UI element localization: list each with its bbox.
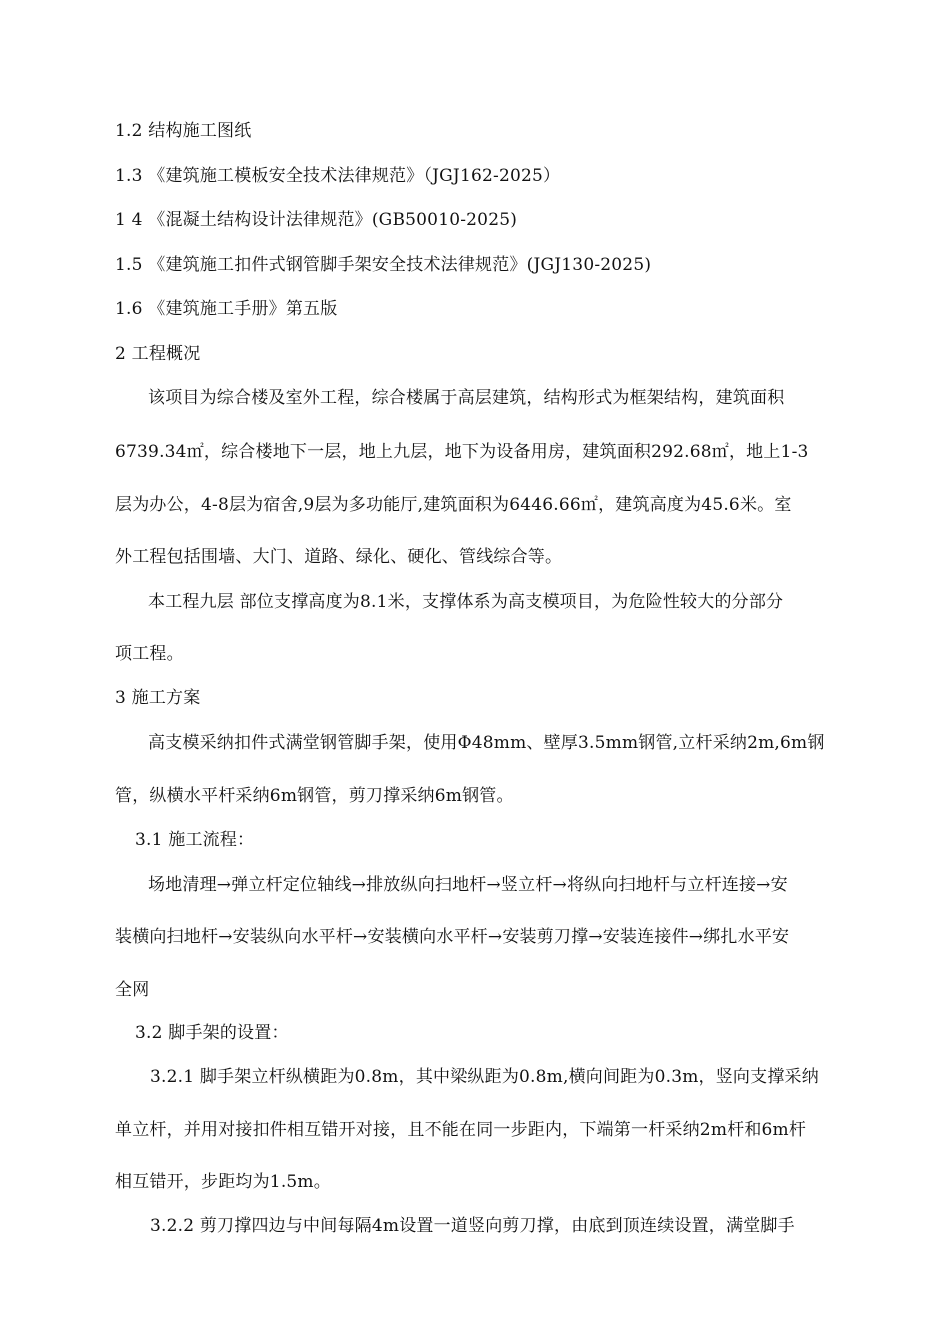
paragraph-line: 高支模采纳扣件式满堂钢管脚手架，使用Φ48mm、壁厚3.5mm钢管,立杆采纳2m,6m钢 [148, 733, 825, 753]
paragraph-line: 相互错开，步距均为1.5m。 [115, 1172, 331, 1192]
paragraph-line: 全网 [115, 980, 150, 1000]
paragraph-line: 3.2.2 剪刀撑四边与中间每隔4m设置一道竖向剪刀撑，由底到顶连续设置，满堂脚手 [150, 1216, 795, 1236]
subsection-3-2-heading: 3.2 脚手架的设置： [135, 1023, 289, 1043]
paragraph-line: 本工程九层 部位支撑高度为8.1米，支撑体系为高支模项目，为危险性较大的分部分 [148, 592, 784, 612]
section-2-heading: 2 工程概况 [115, 344, 201, 364]
reference-1-2: 1.2 结构施工图纸 [115, 121, 252, 141]
subsection-3-1-heading: 3.1 施工流程： [135, 830, 255, 850]
paragraph-line: 项工程。 [115, 644, 184, 664]
paragraph-line: 场地清理→弹立杆定位轴线→排放纵向扫地杆→竖立杆→将纵向扫地杆与立杆连接→安 [148, 875, 788, 895]
paragraph-line: 层为办公，4-8层为宿舍,9层为多功能厅,建筑面积为6446.66㎡，建筑高度为45.6米。室 [115, 495, 792, 515]
reference-1-6: 1.6 《建筑施工手册》第五版 [115, 299, 338, 319]
paragraph-line: 6739.34㎡，综合楼地下一层，地上九层，地下为设备用房，建筑面积292.68㎡，地上1-3 [115, 442, 809, 462]
paragraph-line: 装横向扫地杆→安装纵向水平杆→安装横向水平杆→安装剪刀撑→安装连接件→绑扎水平安 [115, 927, 790, 947]
reference-1-4: 1 4 《混凝土结构设计法律规范》(GB50010-2025) [115, 210, 518, 230]
reference-1-3: 1.3 《建筑施工模板安全技术法律规范》（JGJ162-2025） [115, 166, 561, 186]
reference-1-5: 1.5 《建筑施工扣件式钢管脚手架安全技术法律规范》(JGJ130-2025) [115, 255, 652, 275]
section-3-heading: 3 施工方案 [115, 688, 201, 708]
paragraph-line: 管，纵横水平杆采纳6m钢管，剪刀撑采纳6m钢管。 [115, 786, 514, 806]
paragraph-line: 该项目为综合楼及室外工程，综合楼属于高层建筑，结构形式为框架结构，建筑面积 [148, 388, 785, 408]
paragraph-line: 单立杆，并用对接扣件相互错开对接，且不能在同一步距内，下端第一杆采纳2m杆和6m杆 [115, 1120, 807, 1140]
paragraph-line: 3.2.1 脚手架立杆纵横距为0.8m，其中梁纵距为0.8m,横向间距为0.3m，竖向支撑采纳 [150, 1067, 819, 1087]
paragraph-line: 外工程包括围墙、大门、道路、绿化、硬化、管线综合等。 [115, 547, 563, 567]
